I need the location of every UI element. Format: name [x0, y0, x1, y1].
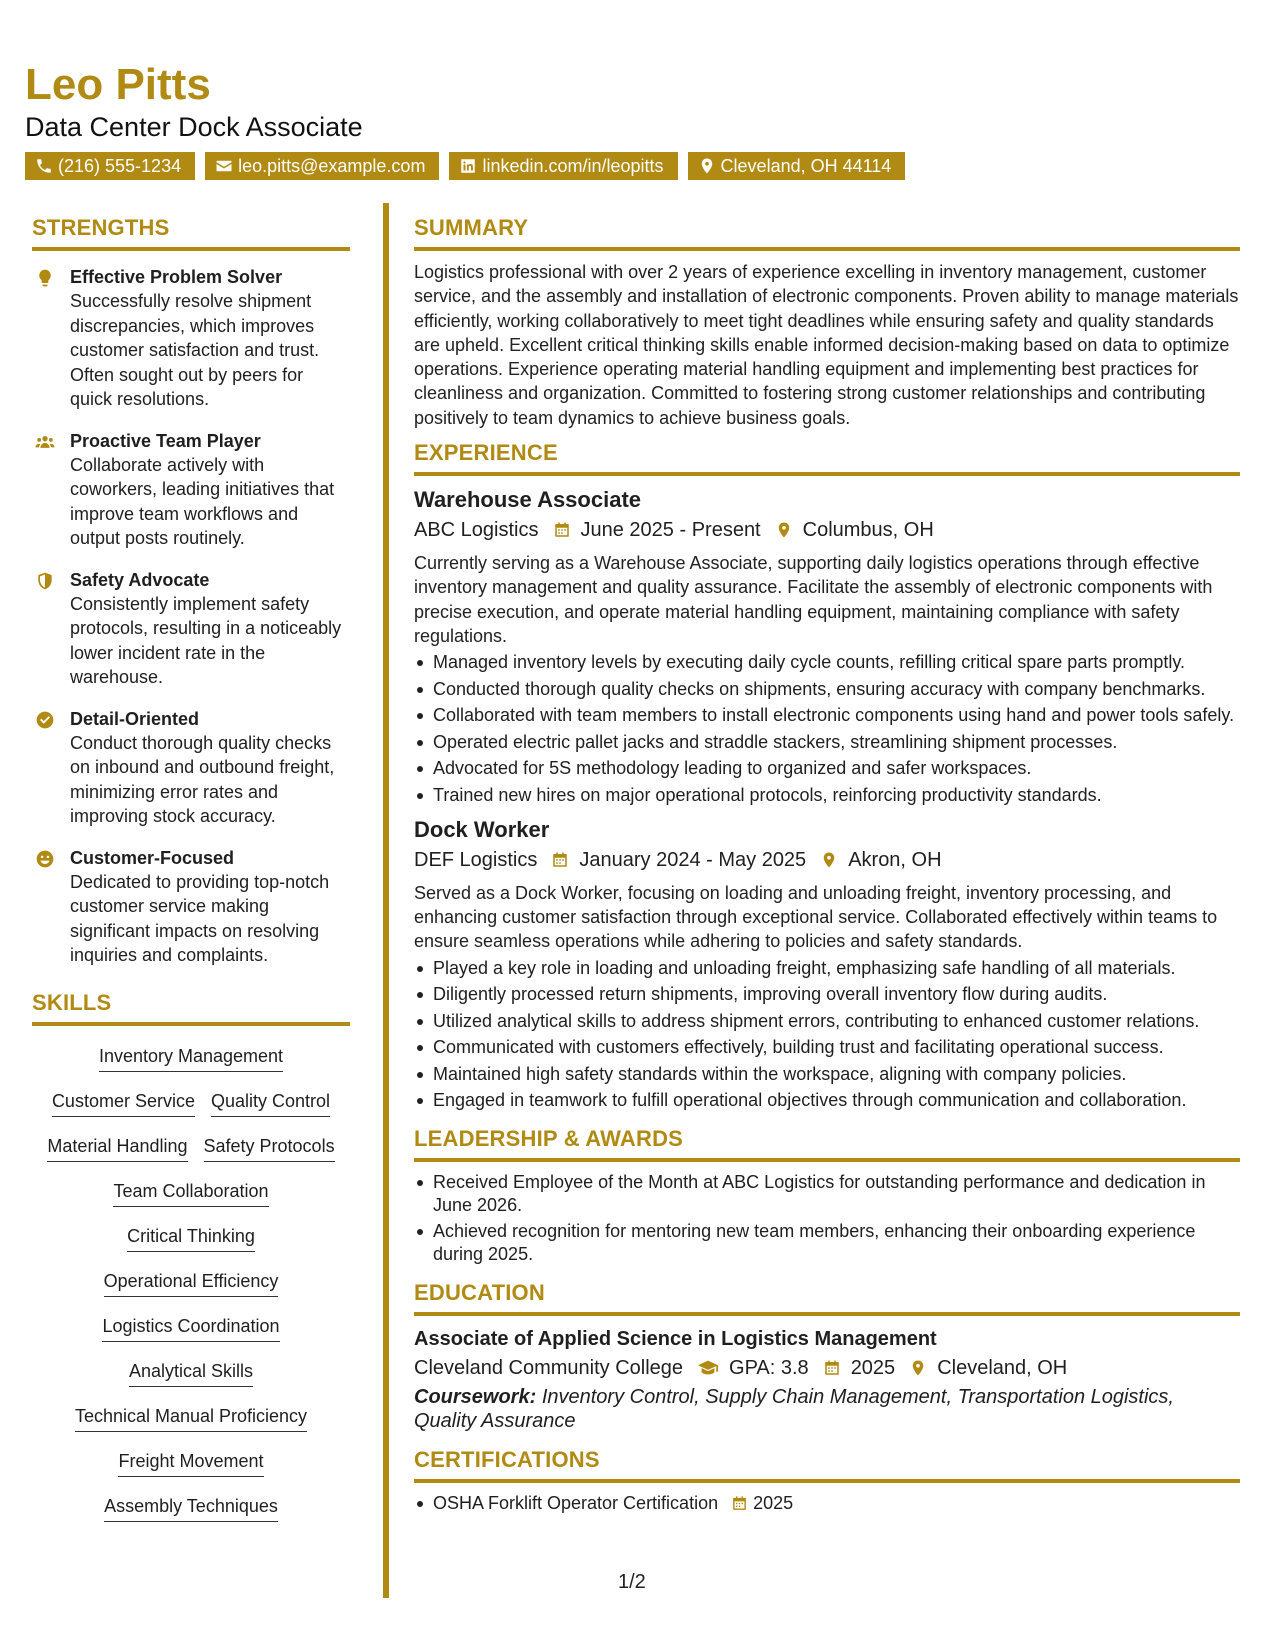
skill-tag: Operational Efficiency [104, 1269, 279, 1297]
strength-desc: Consistently implement safety protocols, resulting in a noticeably lower incident rate in the warehouse. [70, 593, 342, 687]
contact-phone[interactable] [25, 152, 195, 180]
certification-name: OSHA Forklift Operator Certification [433, 1492, 719, 1513]
certification-list [414, 1492, 1240, 1515]
skill-tag: Assembly Techniques [104, 1494, 278, 1522]
list-item: Communicated with customers effectively, building trust and facilitating operational success. [414, 1036, 1240, 1059]
skill-tag: Team Collaboration [113, 1179, 268, 1207]
main-content [414, 215, 1240, 1518]
strength-title: Detail-Oriented [70, 708, 200, 729]
strength-title: Customer-Focused [70, 847, 235, 868]
certification-year: 2025 [753, 1492, 794, 1513]
job-location: Akron, OH [848, 848, 942, 871]
job-entry [414, 815, 1240, 1112]
contact-location [688, 152, 906, 180]
calendar-icon [551, 851, 569, 869]
contact-location-text: Cleveland, OH 44114 [720, 156, 892, 176]
strength-item [32, 568, 350, 690]
calendar-icon [731, 1495, 748, 1512]
job-title: Warehouse Associate [414, 487, 642, 513]
list-item: Operated electric pallet jacks and straddle stackers, streamlining shipment processes. [414, 731, 1240, 754]
coursework-text: Inventory Control, Supply Chain Management, Transportation Logistics, Quality Assurance [414, 1385, 1174, 1432]
job-meta [414, 515, 1240, 545]
list-item: Achieved recognition for mentoring new team members, enhancing their onboarding experience during 2025. [414, 1220, 1240, 1266]
list-item [414, 1492, 1240, 1515]
skill-tag: Inventory Management [99, 1044, 283, 1072]
list-item: Maintained high safety standards within the workspace, aligning with company policies. [414, 1063, 1240, 1086]
strength-item [32, 429, 350, 551]
phone-icon [35, 157, 53, 175]
contact-email[interactable] [205, 152, 439, 180]
list-item: Collaborated with team members to install electronic components using hand and power tools safely. [414, 704, 1240, 727]
summary-section [414, 215, 1240, 430]
education-section [414, 1280, 1240, 1433]
contact-linkedin[interactable] [449, 152, 677, 180]
list-item: Utilized analytical skills to address shipment errors, contributing to enhanced customer relations. [414, 1010, 1240, 1033]
school-name: Cleveland Community College [414, 1356, 684, 1379]
list-item: Received Employee of the Month at ABC Logistics for outstanding performance and dedication in June 2026. [414, 1171, 1240, 1217]
contact-linkedin-text: linkedin.com/in/leopitts [482, 156, 664, 176]
education-year: 2025 [850, 1356, 896, 1379]
skills-list [32, 1038, 350, 1533]
lightbulb-icon [35, 268, 55, 288]
location-pin-icon [775, 521, 793, 539]
skill-tag: Quality Control [211, 1089, 330, 1117]
job-dates: January 2024 - May 2025 [579, 848, 807, 871]
job-bullets [414, 651, 1240, 807]
location-pin-icon [820, 851, 838, 869]
summary-heading: SUMMARY [414, 215, 1240, 251]
list-item: Trained new hires on major operational protocols, reinforcing productivity standards. [414, 784, 1240, 807]
skills-heading: SKILLS [32, 990, 350, 1026]
strength-title: Proactive Team Player [70, 430, 261, 451]
envelope-icon [215, 157, 233, 175]
list-item: Conducted thorough quality checks on shipments, ensuring accuracy with company benchmarks. [414, 678, 1240, 701]
certifications-section [414, 1447, 1240, 1515]
users-icon [35, 432, 55, 452]
candidate-title: Data Center Dock Associate [25, 112, 363, 142]
summary-text: Logistics professional with over 2 years of experience excelling in inventory management, customer service, and the assembly and installation of electronic components. Proven ability to manage materials efficiently, working collaboratively to meet tight deadlines while ensuring safety and quality standards are upheld. Excellent critical thinking skills enable informed decision-making based on data to optimize operations. Experience operating material handling equipment and implementing best practices for cleanliness and organization. Committed to fostering strong customer relationships and contributing positively to team dynamics to achieve business goals. [414, 262, 1239, 428]
linkedin-icon [459, 157, 477, 175]
strengths-list [32, 265, 350, 968]
degree-title: Associate of Applied Science in Logistics Management [414, 1327, 937, 1350]
strength-title: Effective Problem Solver [70, 267, 283, 287]
skill-tag: Critical Thinking [127, 1224, 255, 1252]
education-gpa: GPA: 3.8 [729, 1356, 809, 1379]
certifications-heading: CERTIFICATIONS [414, 1447, 1240, 1483]
skill-tag: Freight Movement [118, 1449, 263, 1477]
list-item: Managed inventory levels by executing daily cycle counts, refilling critical spare parts promptly. [414, 651, 1240, 674]
contact-bar [25, 152, 905, 180]
strength-desc: Conduct thorough quality checks on inbound and outbound freight, minimizing error rates and improving stock accuracy. [70, 732, 335, 826]
job-title: Dock Worker [414, 816, 550, 842]
job-description: Served as a Dock Worker, focusing on loading and unloading freight, inventory processing, and enhancing customer satisfaction through exceptional service. Collaborated effectively within teams to ensure seamless operations while adhering to policies and safety standards. [414, 882, 1218, 952]
skill-tag: Safety Protocols [204, 1134, 335, 1162]
skill-tag: Technical Manual Proficiency [75, 1404, 307, 1432]
contact-phone-text: (216) 555-1234 [58, 156, 182, 176]
strengths-heading: STRENGTHS [32, 215, 350, 251]
education-heading: EDUCATION [414, 1280, 1240, 1316]
leadership-heading: LEADERSHIP & AWARDS [414, 1126, 1240, 1162]
candidate-name: Leo Pitts [25, 60, 211, 109]
smile-icon [35, 849, 55, 869]
job-entry [414, 485, 1240, 807]
job-description: Currently serving as a Warehouse Associate, supporting daily logistics operations through effective inventory management and quality assurance. Facilitate the assembly of electronic components with precise execution, and operate material handling equipment, maintaining compliance with safety regulations. [414, 553, 1213, 646]
leadership-bullets [414, 1171, 1240, 1267]
skill-tag: Customer Service [52, 1089, 195, 1117]
shield-icon [35, 571, 55, 591]
strength-item [32, 707, 350, 829]
skill-tag: Logistics Coordination [102, 1314, 279, 1342]
list-item: Engaged in teamwork to fulfill operational objectives through communication and collaboration. [414, 1089, 1240, 1112]
strength-desc: Dedicated to providing top-notch customer service making significant impacts on resolving inquiries and complaints. [70, 871, 330, 965]
strength-item [32, 846, 350, 968]
job-company: DEF Logistics [414, 848, 538, 871]
column-divider [383, 203, 389, 1598]
job-company: ABC Logistics [414, 519, 539, 542]
education-location: Cleveland, OH [937, 1356, 1068, 1379]
location-pin-icon [909, 1359, 927, 1377]
calendar-icon [553, 521, 571, 539]
page-number: 1/2 [618, 1571, 646, 1593]
education-meta [414, 1353, 1240, 1383]
job-location: Columbus, OH [802, 519, 934, 542]
list-item: Diligently processed return shipments, improving overall inventory flow during audits. [414, 983, 1240, 1006]
strength-desc: Successfully resolve shipment discrepancies, which improves customer satisfaction and trust. Often sought out by peers for quick resolutions. [70, 291, 320, 409]
strength-item [32, 265, 350, 412]
skill-tag: Analytical Skills [129, 1359, 253, 1387]
job-meta [414, 845, 1240, 875]
list-item: Played a key role in loading and unloading freight, emphasizing safe handling of all materials. [414, 957, 1240, 980]
calendar-icon [823, 1359, 841, 1377]
strength-title: Safety Advocate [70, 569, 210, 590]
strength-desc: Collaborate actively with coworkers, leading initiatives that improve team workflows and output posts routinely. [70, 454, 335, 548]
job-dates: June 2025 - Present [580, 519, 761, 542]
list-item: Advocated for 5S methodology leading to organized and safer workspaces. [414, 757, 1240, 780]
leadership-section [414, 1126, 1240, 1267]
coursework-label: Coursework: [414, 1385, 537, 1408]
job-bullets [414, 957, 1240, 1113]
contact-email-text: leo.pitts@example.com [238, 156, 426, 176]
experience-heading: EXPERIENCE [414, 440, 1240, 476]
location-pin-icon [698, 157, 716, 175]
check-circle-icon [35, 710, 55, 730]
skill-tag: Material Handling [47, 1134, 187, 1162]
graduation-cap-icon [697, 1357, 719, 1379]
experience-section [414, 440, 1240, 1112]
sidebar [32, 215, 350, 1533]
coursework [414, 1385, 1240, 1433]
